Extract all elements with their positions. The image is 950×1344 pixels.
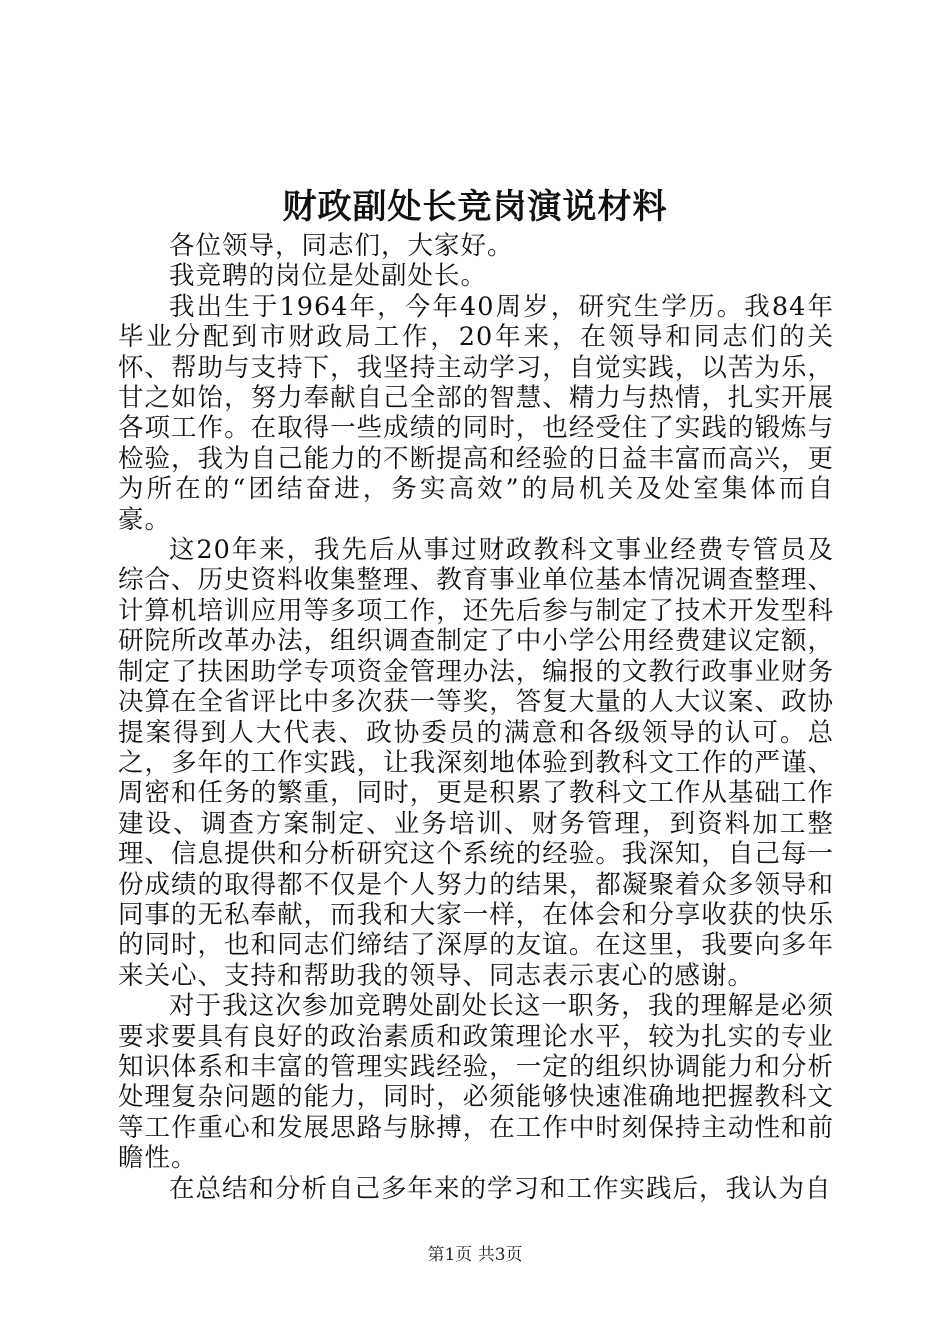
document-body (118, 231, 834, 1204)
paragraph-summary-start: 在总结和分析自己多年来的学习和工作实践后，我认为自 (169, 1173, 832, 1204)
paragraph-experience: 这20年来，我先后从事过财政教科文事业经费专管员及综合、历史资料收集整理、教育事业单位基本情况调查整理、计算机培训应用等多项工作，还先后参与制定了技术开发型科研院所改革办法，组织调查制定了中小学公用经费建议定额，制定了扶困助学专项资金管理办法，编报的文教行政事业财务决算在全省评比中多次获一等奖，答复大量的人大议案、政协提案得到人大代表、政协委员的满意和各级领导的认可。总之，多年的工作实践，让我深刻地体验到教科文工作的严谨、周密和任务的繁重，同时，更是积累了教科文工作从基础工作建设、调查方案制定、业务培训、财务管理，到资料加工整理、信息提供和分析研究这个系统的经验。我深知，自己每一份成绩的取得都不仅是个人努力的结果，都凝聚着众多领导和同事的无私奉献，而我和大家一样，在体会和分享收获的快乐的同时，也和同志们缔结了深厚的友谊。在这里，我要向多年来关心、支持和帮助我的领导、同志表示衷心的感谢。 (118, 535, 834, 991)
paragraph-position: 我竞聘的岗位是处副处长。 (169, 261, 488, 292)
document-title: 财政副处长竞岗演说材料 (282, 187, 668, 227)
page-number-footer: 第1页 共3页 (427, 1245, 523, 1265)
paragraph-greeting: 各位领导，同志们，大家好。 (169, 231, 514, 261)
paragraph-understanding: 对于我这次参加竞聘处副处长这一职务，我的理解是必须要求要具有良好的政治素质和政策理论水平，较为扎实的专业知识体系和丰富的管理实践经验，一定的组织协调能力和分析处理复杂问题的能力，同时，必须能够快速准确地把握教科文等工作重心和发展思路与脉搏，在工作中时刻保持主动性和前瞻性。 (118, 991, 834, 1174)
paragraph-background: 我出生于1964年，今年40周岁，研究生学历。我84年毕业分配到市财政局工作，20年来，在领导和同志们的关怀、帮助与支持下，我坚持主动学习，自觉实践，以苦为乐，甘之如饴，努力奉献自己全部的智慧、精力与热情，扎实开展各项工作。在取得一些成绩的同时，也经受住了实践的锻炼与检验，我为自己能力的不断提高和经验的日益丰富而高兴，更为所在的“团结奋进，务实高效”的局机关及处室集体而自豪。 (118, 291, 834, 535)
